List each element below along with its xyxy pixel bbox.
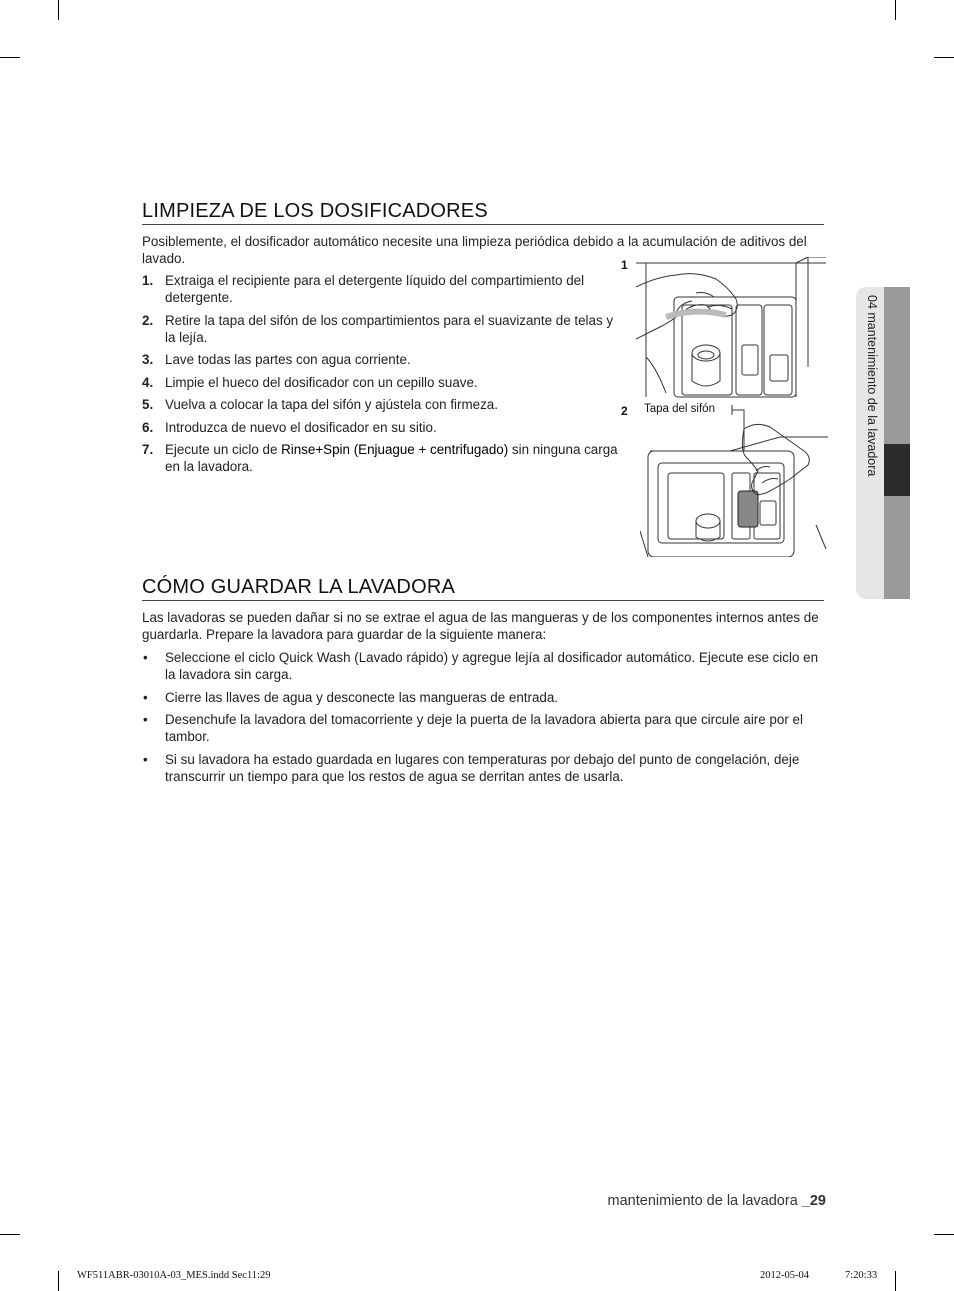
dispenser-removal-illustration [636, 257, 826, 399]
bullet-text: Si su lavadora ha estado guardada en lugares con temperaturas por debajo del punto de congelación, deje transcurrir un tiempo para que los restos de agua se derritan antes de usarla. [165, 751, 800, 784]
step-number: 5. [142, 397, 154, 412]
step-number: 2. [142, 312, 154, 328]
crop-mark [58, 1271, 59, 1291]
footer-chapter: mantenimiento de la lavadora [607, 1193, 802, 1209]
crop-mark [58, 0, 59, 20]
chapter-side-tab [856, 287, 910, 599]
page-number: _29 [801, 1193, 826, 1209]
storage-bullets-list [142, 649, 826, 790]
section-title-storage: CÓMO GUARDAR LA LAVADORA [142, 576, 456, 598]
list-item [142, 312, 620, 346]
step-text: Ejecute un ciclo de [165, 442, 282, 457]
bullet-text: Cierre las llaves de agua y desconecte las mangueras de entrada. [165, 689, 559, 705]
crop-mark [934, 57, 954, 58]
bullet: • [143, 751, 148, 767]
section-intro: Las lavadoras se pueden dañar si no se extrae el agua de las mangueras y de los componentes internos antes de guardarla. Prepare la lavadora para guardar de la siguiente manera: [142, 610, 819, 642]
page-footer [608, 1193, 826, 1209]
bullet-text: Desenchufe la lavadora del tomacorriente y deje la puerta de la lavadora abierta para que circule aire por el tambor. [165, 712, 803, 744]
tab-strip [884, 287, 910, 599]
bullet: • [143, 712, 148, 727]
crop-mark [0, 1234, 20, 1235]
step-text: Retire la tapa del sifón de los compartimientos para el suavizante de telas y la lejía. [165, 312, 614, 345]
cleaning-steps-list [142, 272, 620, 481]
print-slug-date: 2012-05-04 [760, 1270, 809, 1281]
list-item [142, 396, 620, 413]
step-number: 6. [142, 419, 154, 435]
step-text: Vuelva a colocar la tapa del sifón y ajústela con firmeza. [165, 397, 498, 412]
figure-callout: Tapa del sifón [644, 403, 715, 415]
crop-mark [0, 57, 20, 58]
list-item [142, 711, 826, 745]
section-title-cleaning: LIMPIEZA DE LOS DOSIFICADORES [142, 200, 488, 222]
list-item [142, 441, 620, 475]
list-item [142, 689, 826, 706]
crop-mark [934, 1234, 954, 1235]
step-number: 4. [142, 374, 154, 390]
list-item [142, 419, 620, 436]
bullet: • [143, 689, 148, 705]
list-item [142, 351, 620, 368]
step-number: 3. [142, 352, 154, 367]
step-number: 7. [142, 442, 154, 457]
chapter-tab-label: 04 mantenimiento de la lavadora [865, 295, 879, 477]
figure-number: 2 [621, 404, 628, 418]
list-item [142, 374, 620, 391]
bullet: • [143, 650, 148, 665]
section-rule [142, 224, 824, 225]
print-slug-file: WF511ABR-03010A-03_MES.indd Sec11:29 [77, 1270, 271, 1281]
list-item [142, 751, 826, 785]
step-text: sin ninguna carga en la lavadora. [165, 442, 618, 474]
section-rule [142, 600, 824, 601]
siphon-cap-illustration [640, 401, 828, 557]
step-text: Limpie el hueco del dosificador con un cepillo suave. [165, 374, 478, 390]
step-text: Extraiga el recipiente para el detergente líquido del compartimiento del detergente. [165, 273, 585, 305]
cycle-name: Rinse+Spin (Enjuague + centrifugado) [281, 442, 509, 457]
figure-number: 1 [621, 258, 628, 272]
print-slug-time: 7:20:33 [845, 1270, 878, 1281]
list-item [142, 649, 826, 683]
list-item [142, 272, 620, 306]
crop-mark [895, 0, 896, 20]
chapter-marker [884, 444, 910, 496]
step-text: Lave todas las partes con agua corriente. [165, 352, 411, 367]
bullet-text: Seleccione el ciclo Quick Wash (Lavado rápido) y agregue lejía al dosificador automático. Ejecute ese ciclo en la lavadora sin carga. [165, 650, 819, 682]
crop-mark [895, 1271, 896, 1291]
step-text: Introduzca de nuevo el dosificador en su sitio. [165, 419, 437, 435]
section-intro: Posiblemente, el dosificador automático necesite una limpieza periódica debido a la acumulación de aditivos del lavado. [142, 234, 807, 266]
step-number: 1. [142, 273, 154, 288]
